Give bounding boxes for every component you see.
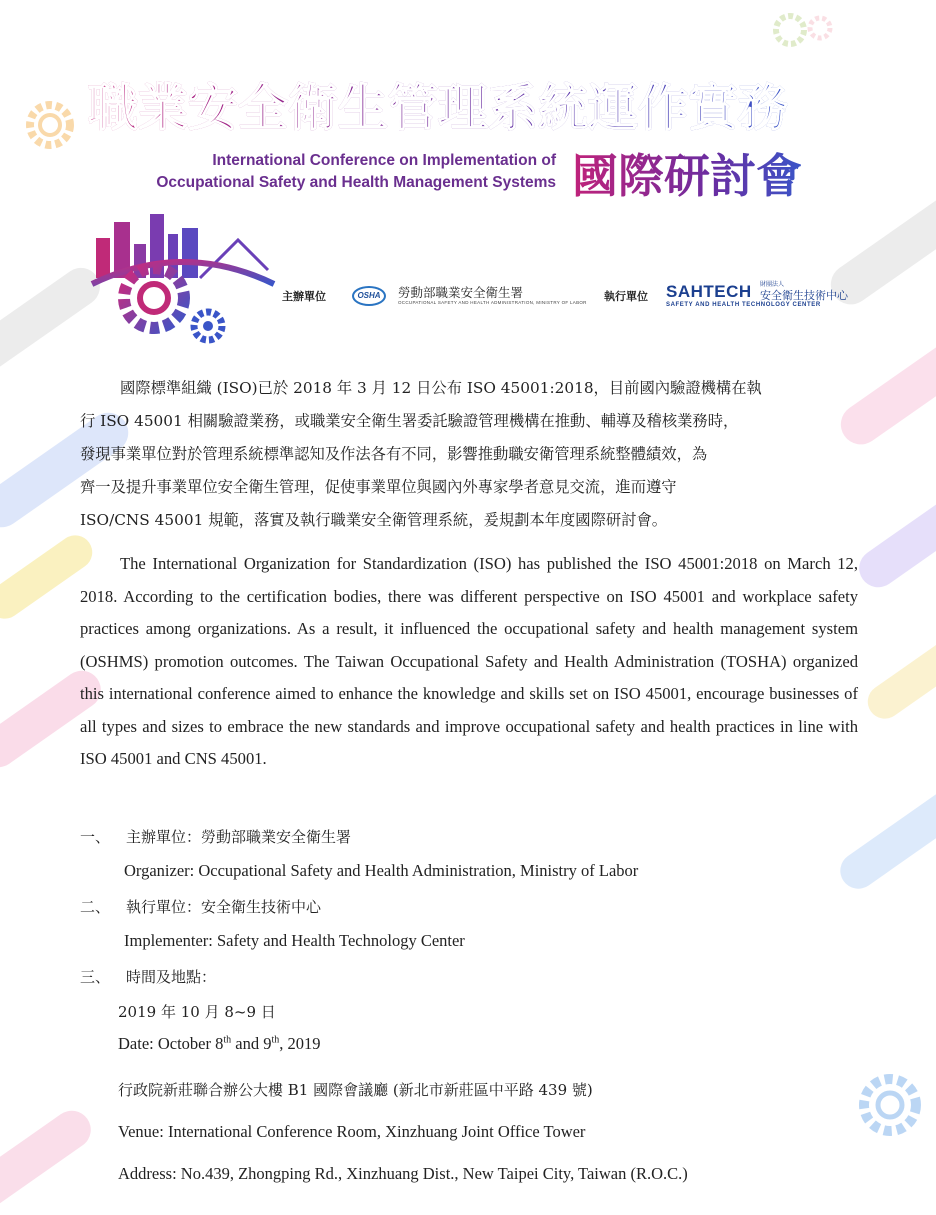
venue-en: Venue: International Conference Room, Xinzhuang Joint Office Tower [118, 1122, 586, 1141]
date-sup: th [271, 1034, 280, 1046]
intro-zh-line: 國際標準組織 (ISO)已於 2018 年 3 月 12 日公布 ISO 45001:2018，目前國內驗證機構在執 [120, 379, 762, 397]
date-en-prefix: Date: October 8 [118, 1034, 224, 1053]
exec-name-en: SAFETY AND HEALTH TECHNOLOGY CENTER [666, 302, 821, 308]
host-name: 勞動部職業安全衛生署 [398, 285, 524, 300]
conference-logo-icon [88, 200, 278, 350]
exec-label: 執行單位 [604, 290, 648, 303]
host-name-en: OCCUPATIONAL SAFETY AND HEALTH ADMINISTRATION, MINISTRY OF LABOR [398, 300, 587, 305]
date-en-suffix: , 2019 [279, 1034, 321, 1053]
intro-zh [80, 372, 860, 537]
item3-num: 三、 [80, 968, 111, 986]
address-en: Address: No.439, Zhongping Rd., Xinzhuang Dist., New Taipei City, Taiwan (R.O.C.) [118, 1164, 688, 1183]
host-label: 主辦單位 [282, 290, 326, 303]
intro-zh-line: 發現事業單位對於管理系統標準認知及作法各有不同，影響推動職安衛管理系統整體績效，為 [80, 445, 708, 463]
date-zh: 2019 年 10 月 8~9 日 [118, 1003, 276, 1021]
exec-prefix: 財團法人 [760, 281, 785, 288]
intro-zh-line: ISO/CNS 45001 規範，落實及執行職業安全衛管理系統，爰規劃本年度國際研討會。 [80, 511, 668, 529]
date-en [118, 1034, 321, 1054]
intro-zh-line: 行 ISO 45001 相關驗證業務，或職業安全衛生署委託驗證管理機構在推動、輔導及稽核業務時， [80, 412, 739, 430]
title-en-line2: Occupational Safety and Health Management Systems [156, 174, 556, 191]
date-en-mid: and 9 [231, 1034, 272, 1053]
item3-zh: 時間及地點： [126, 968, 217, 986]
osha-logo: OSHA [352, 286, 386, 306]
intro-en: The International Organization for Standardization (ISO) has published the ISO 45001:2018 on March 12, 2018. According to the certification bodies, there was different perspective on ISO 45001 and workplace safety practices among organizations. As a result, it influenced the occupational safety and health management system (OSHMS) promotion outcomes. The Taiwan Occupational Safety and Health Administration (TOSHA) organized this international conference aimed to enhance the knowledge and skills set on ISO 45001, encourage businesses of all types and sizes to embrace the new standards and improve occupational safety and health practices in line with ISO 45001 and CNS 45001. [80, 554, 858, 768]
sahtech-logo: SAHTECH [666, 282, 752, 301]
item2-zh: 執行單位：安全衛生技術中心 [126, 898, 322, 916]
item1-zh: 主辦單位：勞動部職業安全衛生署 [126, 828, 352, 846]
exec-name: 安全衛生技術中心 [760, 289, 848, 302]
title-en-line1: International Conference on Implementation of [212, 152, 556, 169]
subtitle-zh: 國際研討會 [572, 140, 802, 206]
item1-en: Organizer: Occupational Safety and Health Administration, Ministry of Labor [124, 861, 639, 880]
item1-num: 一、 [80, 828, 111, 846]
item2-en: Implementer: Safety and Health Technology Center [124, 931, 465, 950]
date-sup: th [223, 1034, 232, 1046]
title-en [96, 150, 556, 194]
venue-zh: 行政院新莊聯合辦公大樓 B1 國際會議廳 (新北市新莊區中平路 439 號) [118, 1081, 593, 1099]
intro-zh-line: 齊一及提升事業單位安全衛生管理，促使事業單位與國內外專家學者意見交流，進而遵守 [80, 478, 677, 496]
title-zh: 職業安全衛生管理系統運作實務 [88, 68, 788, 140]
item2-num: 二、 [80, 898, 111, 916]
